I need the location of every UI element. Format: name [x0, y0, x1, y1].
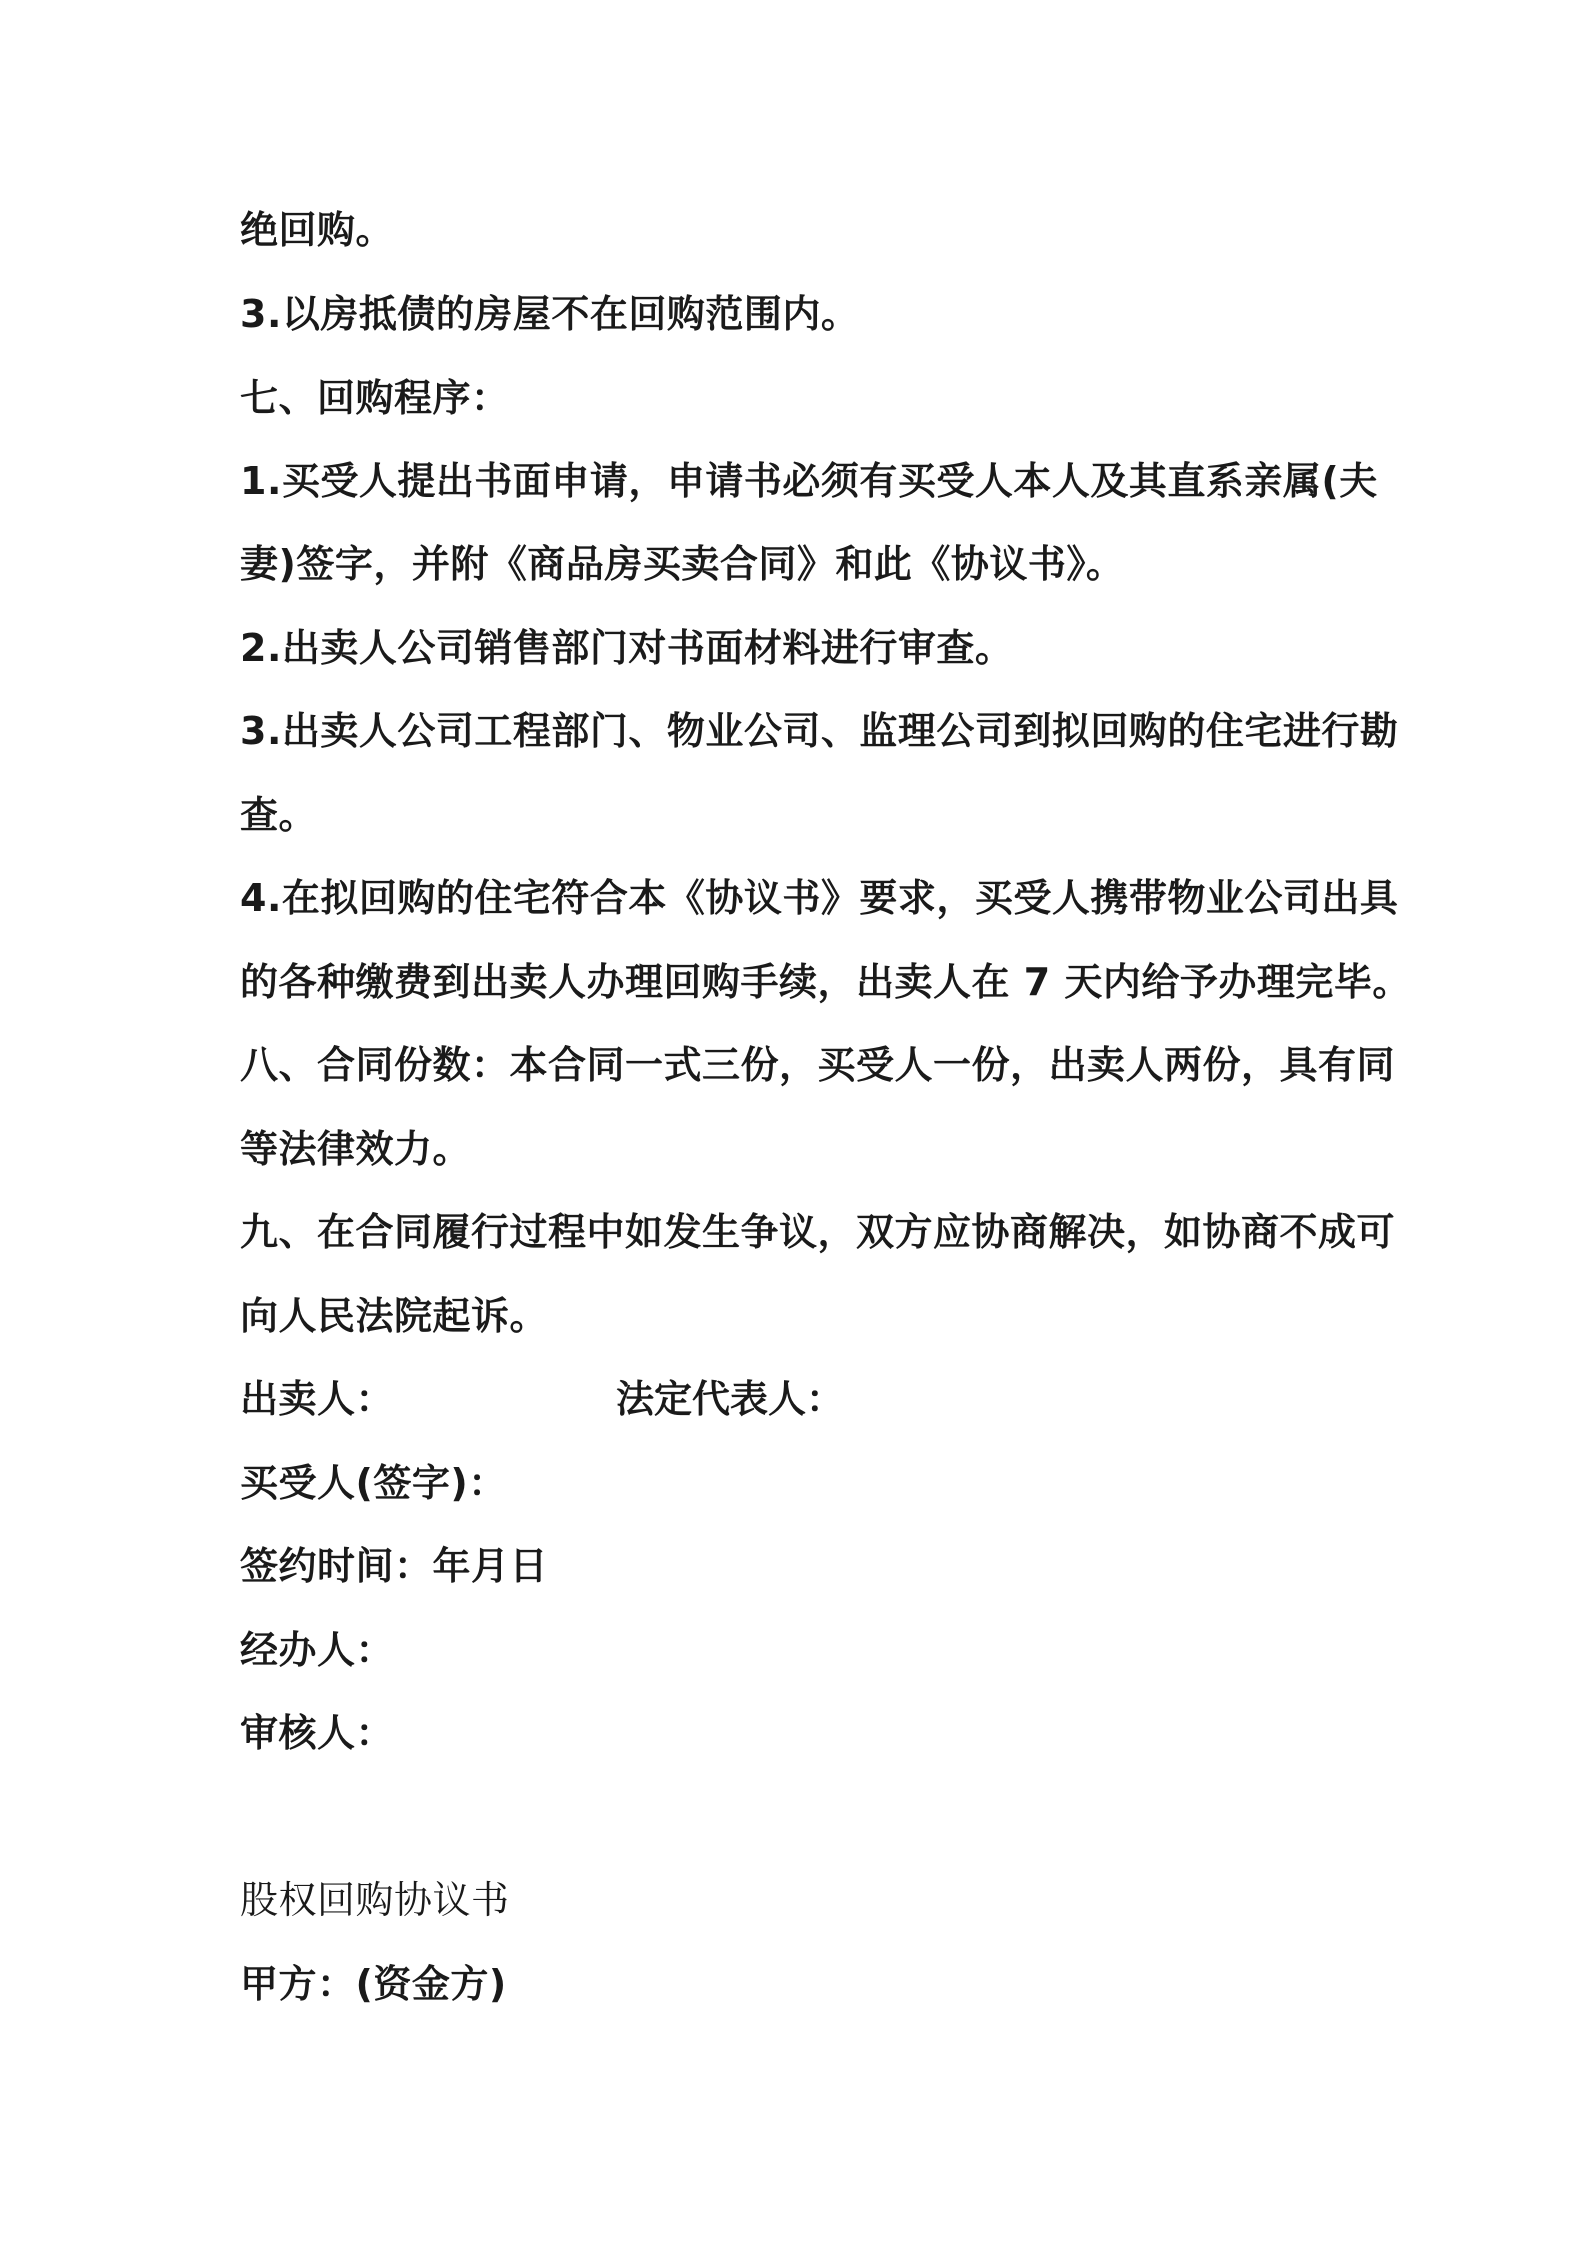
- text-line: 的各种缴费到出卖人办理回购手续，出卖人在 7 天内给予办理完毕。: [240, 960, 1411, 1004]
- handler-label: 经办人：: [240, 1628, 395, 1672]
- text-line: 1.买受人提出书面申请，申请书必须有买受人本人及其直系亲属(夫: [240, 459, 1378, 503]
- next-document-title: 股权回购协议书: [240, 1878, 510, 1922]
- text-line: 绝回购。: [240, 208, 395, 252]
- text-line: 等法律效力。: [240, 1127, 472, 1171]
- buyer-signature-label: 买受人(签字)：: [240, 1461, 507, 1505]
- text-line: 2.出卖人公司销售部门对书面材料进行审查。: [240, 626, 1014, 670]
- seller-label: 出卖人：: [240, 1377, 395, 1421]
- text-line: 向人民法院起诉。: [240, 1294, 549, 1338]
- section-heading: 七、回购程序：: [240, 376, 510, 420]
- section-heading: 八、合同份数：本合同一式三份，买受人一份，出卖人两份，具有同: [240, 1043, 1396, 1087]
- sign-date-label: 签约时间：年月日: [240, 1544, 549, 1588]
- text-line: 3.以房抵债的房屋不在回购范围内。: [240, 292, 860, 336]
- legal-rep-label: 法定代表人：: [616, 1377, 845, 1421]
- text-line: 3.出卖人公司工程部门、物业公司、监理公司到拟回购的住宅进行勘: [240, 709, 1399, 753]
- party-a-label: 甲方：(资金方): [240, 1962, 507, 2006]
- reviewer-label: 审核人：: [240, 1711, 395, 1755]
- text-line: 4.在拟回购的住宅符合本《协议书》要求，买受人携带物业公司出具: [240, 876, 1399, 920]
- text-line: 妻)签字，并附《商品房买卖合同》和此《协议书》。: [240, 542, 1125, 586]
- text-line: 查。: [240, 793, 318, 837]
- section-heading: 九、在合同履行过程中如发生争议，双方应协商解决，如协商不成可: [240, 1210, 1396, 1254]
